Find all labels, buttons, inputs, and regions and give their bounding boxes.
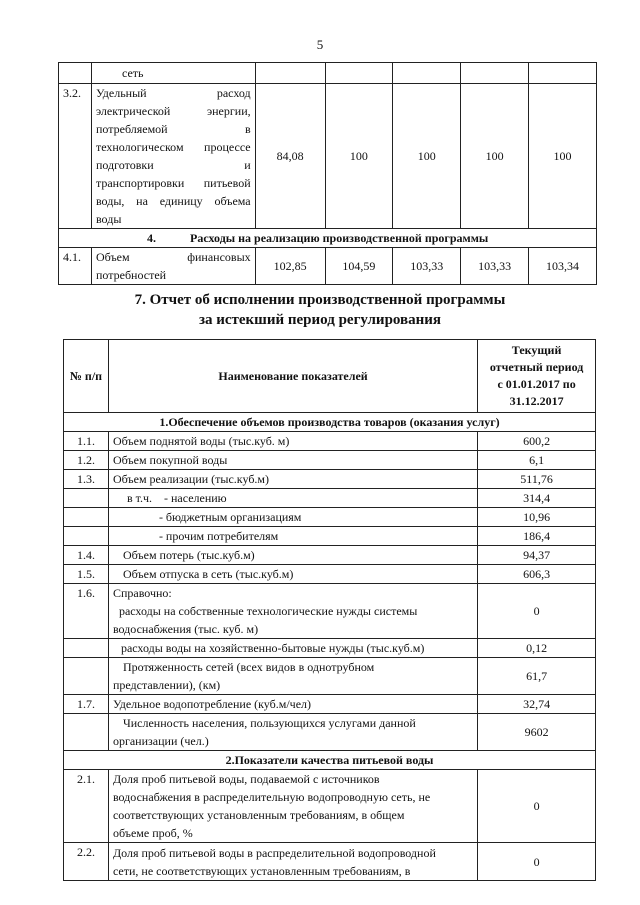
section-row [59,229,597,248]
value-cell: 100 [529,84,597,229]
row-number: 1.2. [64,451,109,470]
value-cell: 103,34 [529,248,597,285]
table-row [64,565,596,584]
row-number: 1.5. [64,565,109,584]
value-cell: 61,7 [478,658,596,695]
value-cell: 94,37 [478,546,596,565]
section-row [64,413,596,432]
table-row [64,639,596,658]
page-number: 5 [316,37,324,52]
row-number [64,658,109,695]
value-cell: 314,4 [478,489,596,508]
table-row [64,546,596,565]
value-cell: 103,33 [393,248,461,285]
report-table [63,339,596,881]
row-number [64,639,109,658]
value-cell: 0 [478,843,596,881]
table-continuation [58,62,597,285]
table-row [64,508,596,527]
row-name: Доля проб питьевой воды, подаваемой с источников водоснабжения в распределительную водопроводную сеть, не соответствующих установленным требованиям, в общем объеме проб, % [108,770,477,843]
row-number [64,714,109,751]
value-cell: 10,96 [478,508,596,527]
table-row [64,489,596,508]
row-number [64,508,109,527]
table-row [64,695,596,714]
table-row [64,770,596,843]
value-cell: 100 [461,84,529,229]
section-number: 4. [147,231,156,245]
value-cell: 9602 [478,714,596,751]
header-period: Текущий отчетный период с 01.01.2017 по 31.12.2017 [478,340,596,413]
row-number: 4.1. [59,248,92,285]
table-row [64,451,596,470]
table-row [59,84,597,229]
row-name: Объем отпуска в сеть (тыс.куб.м) [108,565,477,584]
table-row [59,248,597,285]
row-name: - прочим потребителям [108,527,477,546]
value-cell: 100 [393,84,461,229]
table-row [64,843,596,881]
row-number: 2.2. [64,843,109,881]
row-description: Удельный расход электрической энергии, потребляемой в технологическом процессе подготовки и транспортировки питьевой воды, на единицу объема воды [91,84,255,229]
row-number [64,489,109,508]
row-description: сеть [91,63,255,84]
table-row [64,584,596,639]
section-title: 1.Обеспечение объемов производства товаров (оказания услуг) [64,413,596,432]
row-number: 1.6. [64,584,109,639]
table-row [64,432,596,451]
row-number: 2.1. [64,770,109,843]
value-cell: 0,12 [478,639,596,658]
row-name: в т.ч. - населению [108,489,477,508]
value-cell: 103,33 [461,248,529,285]
value-cell: 102,85 [255,248,325,285]
section-heading: 7. Отчет об исполнении производственной программы за истекший период регулирования [134,292,506,328]
row-number: 1.3. [64,470,109,489]
row-number: 1.4. [64,546,109,565]
table-row [64,470,596,489]
row-name: Объем покупной воды [108,451,477,470]
value-cell: 600,2 [478,432,596,451]
row-number: 1.7. [64,695,109,714]
row-name: Объем реализации (тыс.куб.м) [108,470,477,489]
row-number [64,527,109,546]
header-num: № п/п [64,340,109,413]
table-row [64,658,596,695]
row-number [59,63,92,84]
section-title: 2.Показатели качества питьевой воды [64,751,596,770]
table-row [64,714,596,751]
row-name: Объем потерь (тыс.куб.м) [108,546,477,565]
value-cell: 100 [325,84,393,229]
value-cell: 84,08 [255,84,325,229]
row-number: 3.2. [59,84,92,229]
table-row [59,63,597,84]
row-name: - бюджетным организациям [108,508,477,527]
section-title: Расходы на реализацию производственной программы [190,231,489,245]
row-name: расходы воды на хозяйственно-бытовые нужды (тыс.куб.м) [108,639,477,658]
table-row [64,527,596,546]
row-name: Численность населения, пользующихся услугами данной организации (чел.) [108,714,477,751]
value-cell: 32,74 [478,695,596,714]
value-cell: 6,1 [478,451,596,470]
value-cell: 0 [478,584,596,639]
header-row [64,340,596,413]
row-number: 1.1. [64,432,109,451]
value-cell: 606,3 [478,565,596,584]
row-name: Доля проб питьевой воды в распределительной водопроводной сети, не соответствующих установленным требованиям, в [108,843,477,881]
value-cell: 186,4 [478,527,596,546]
header-name: Наименование показателей [108,340,477,413]
row-name: Справочно: расходы на собственные технологические нужды системы водоснабжения (тыс. куб. м) [108,584,477,639]
row-description: Объем финансовых потребностей [91,248,255,285]
section-row [64,751,596,770]
row-name: Протяженность сетей (всех видов в однотрубном представлении), (км) [108,658,477,695]
value-cell: 511,76 [478,470,596,489]
value-cell: 0 [478,770,596,843]
row-name: Объем поднятой воды (тыс.куб. м) [108,432,477,451]
value-cell: 104,59 [325,248,393,285]
row-name: Удельное водопотребление (куб.м/чел) [108,695,477,714]
